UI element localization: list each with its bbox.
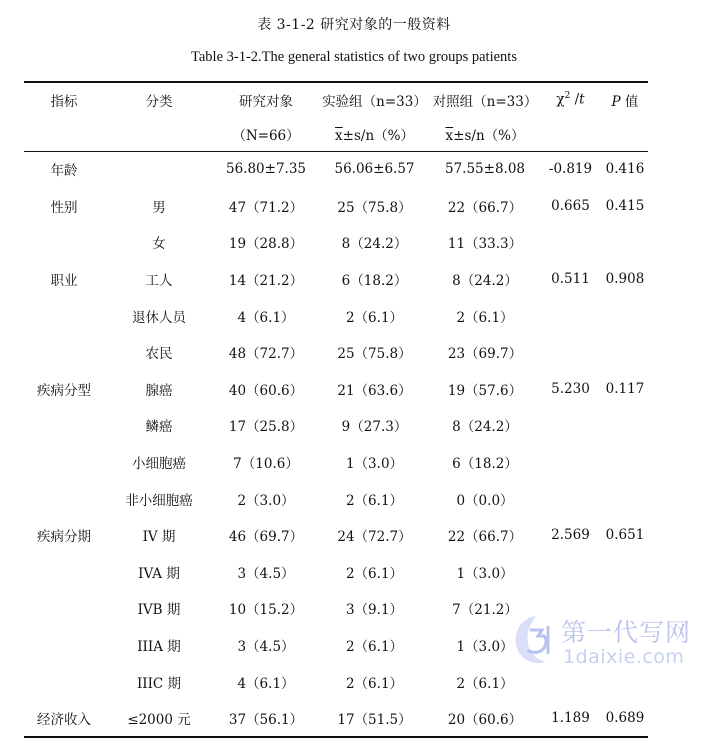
cell-indicator — [24, 444, 104, 481]
cell-indicator: 性别 — [50, 199, 78, 216]
cell-statistic — [539, 297, 602, 334]
header-total-sub: （N=66） — [232, 127, 300, 144]
cell-control: 8（24.2） — [452, 419, 518, 436]
cell-statistic: -0.819 — [548, 161, 593, 178]
watermark-logo-icon — [508, 612, 564, 668]
cell-total: 19（28.8） — [228, 236, 304, 253]
cell-statistic — [539, 444, 602, 481]
cell-total: 3（4.5） — [237, 639, 295, 656]
cell-indicator: 年龄 — [50, 163, 78, 180]
t-symbol: t — [579, 91, 585, 108]
header-control-sub-rest: ±s/n（%） — [453, 127, 525, 144]
cell-experimental: 25（75.8） — [337, 199, 412, 216]
cell-indicator — [24, 334, 104, 371]
cell-p-value — [602, 334, 648, 371]
cell-experimental: 21（63.6） — [337, 382, 412, 399]
cell-total: 3（4.5） — [237, 565, 295, 582]
cell-category: 非小细胞癌 — [125, 492, 193, 509]
cell-indicator — [24, 554, 104, 591]
cell-category: 男 — [152, 199, 166, 216]
cell-total: 47（71.2） — [228, 199, 304, 216]
table-row — [24, 700, 648, 737]
cell-p-value: 0.651 — [605, 527, 645, 544]
cell-indicator: 疾病分期 — [37, 529, 91, 546]
header-experimental: 实验组（n=33） — [322, 93, 427, 110]
cell-experimental: 56.06±6.57 — [334, 161, 415, 178]
cell-p-value: 0.415 — [605, 197, 645, 214]
cell-p-value — [602, 554, 648, 591]
cell-control: 22（66.7） — [447, 529, 523, 546]
cell-experimental: 17（51.5） — [337, 712, 412, 729]
cell-p-value: 0.689 — [605, 710, 645, 727]
cell-category — [104, 151, 214, 188]
cell-total: 40（60.6） — [228, 382, 304, 399]
cell-indicator — [24, 224, 104, 261]
table-row — [24, 371, 648, 408]
table-row — [24, 663, 648, 700]
cell-category: 农民 — [145, 346, 173, 363]
cell-category: ≤2000 元 — [127, 712, 191, 729]
cell-experimental: 3（9.1） — [345, 602, 404, 619]
mean-symbol: $\overline{x}$ — [335, 127, 343, 144]
cell-total: 7（10.6） — [233, 456, 299, 473]
table-row — [24, 407, 648, 444]
cell-control: 8（24.2） — [452, 273, 518, 290]
cell-experimental: 9（27.3） — [341, 419, 408, 436]
cell-control: 22（66.7） — [447, 199, 523, 216]
cell-control: 1（3.0） — [456, 639, 514, 656]
cell-control: 23（69.7） — [447, 346, 523, 363]
cell-control: 20（60.6） — [447, 712, 523, 729]
cell-indicator — [24, 663, 104, 700]
cell-total: 14（21.2） — [228, 273, 304, 290]
cell-control: 2（6.1） — [456, 309, 514, 326]
header-control-sub — [431, 116, 539, 151]
cell-control: 7（21.2） — [452, 602, 518, 619]
cell-experimental: 2（6.1） — [345, 565, 404, 582]
header-p-value — [602, 83, 648, 116]
watermark-text-url: 1daixie.com — [563, 646, 685, 668]
p-suffix: 值 — [620, 93, 639, 110]
cell-statistic — [539, 663, 602, 700]
header-indicator: 指标 — [50, 93, 78, 110]
header-total: 研究对象 — [239, 93, 293, 110]
cell-statistic: 5.230 — [551, 380, 590, 397]
cell-p-value — [602, 663, 648, 700]
cell-category: 女 — [152, 236, 166, 253]
cell-indicator — [24, 480, 104, 517]
cell-p-value: 0.908 — [605, 271, 645, 288]
cell-statistic — [539, 334, 602, 371]
cell-category: 腺癌 — [145, 382, 173, 399]
header-category: 分类 — [145, 93, 173, 110]
cell-experimental: 2（6.1） — [345, 309, 404, 326]
cell-experimental: 2（6.1） — [345, 492, 404, 509]
cell-category: IVA 期 — [138, 565, 180, 582]
cell-statistic: 2.569 — [551, 527, 590, 544]
cell-control: 6（18.2） — [452, 456, 518, 473]
cell-total: 56.80±7.35 — [225, 161, 307, 178]
cell-total: 10（15.2） — [228, 602, 304, 619]
cell-indicator — [24, 627, 104, 664]
header-experimental-sub — [318, 116, 431, 151]
cell-indicator — [24, 590, 104, 627]
cell-indicator — [24, 407, 104, 444]
cell-experimental: 2（6.1） — [345, 639, 404, 656]
table-row — [24, 188, 648, 225]
stat-separator: / — [570, 91, 580, 108]
header-experimental-sub-rest: ±s/n（%） — [342, 127, 414, 144]
cell-total: 48（72.7） — [228, 346, 304, 363]
cell-statistic — [539, 407, 602, 444]
cell-total: 2（3.0） — [237, 492, 295, 509]
cell-total: 4（6.1） — [237, 675, 295, 692]
cell-category: 退休人员 — [132, 309, 186, 326]
cell-total: 4（6.1） — [237, 309, 295, 326]
header-statistic — [539, 83, 602, 116]
cell-control: 57.55±8.08 — [444, 161, 526, 178]
cell-p-value — [602, 297, 648, 334]
cell-statistic: 0.665 — [551, 197, 590, 214]
cell-experimental: 24（72.7） — [337, 529, 412, 546]
p-symbol: P — [611, 93, 621, 110]
table-row — [24, 517, 648, 554]
cell-p-value — [602, 407, 648, 444]
cell-indicator — [24, 297, 104, 334]
table-row — [24, 480, 648, 517]
watermark-text-chinese: 第一代写网 — [561, 618, 692, 647]
table-row — [24, 444, 648, 481]
table-row — [24, 224, 648, 261]
cell-p-value: 0.416 — [605, 161, 645, 178]
cell-statistic — [539, 554, 602, 591]
mean-symbol: $\overline{x}$ — [445, 127, 454, 144]
cell-control: 19（57.6） — [447, 382, 523, 399]
cell-indicator: 职业 — [50, 273, 78, 290]
cell-experimental: 1（3.0） — [345, 456, 404, 473]
cell-p-value: 0.117 — [605, 380, 645, 397]
cell-category: 工人 — [145, 273, 173, 290]
cell-indicator: 疾病分型 — [37, 382, 91, 399]
table-row — [24, 297, 648, 334]
cell-indicator: 经济收入 — [37, 712, 91, 729]
cell-p-value — [602, 444, 648, 481]
cell-experimental: 2（6.1） — [345, 675, 404, 692]
cell-total: 46（69.7） — [228, 529, 304, 546]
cell-control: 2（6.1） — [456, 675, 514, 692]
header-control: 对照组（n=33） — [432, 93, 538, 110]
cell-p-value — [602, 480, 648, 517]
cell-control: 1（3.0） — [456, 565, 514, 582]
cell-experimental: 8（24.2） — [341, 236, 408, 253]
cell-p-value — [602, 224, 648, 261]
header-row-1 — [24, 83, 648, 116]
cell-statistic: 1.189 — [551, 710, 590, 727]
table-caption-chinese: 表 3-1-2 研究对象的一般资料 — [257, 17, 451, 33]
header-row-2 — [24, 116, 648, 151]
cell-statistic: 0.511 — [551, 271, 590, 288]
cell-statistic — [539, 224, 602, 261]
cell-control: 11（33.3） — [447, 236, 523, 253]
table-row — [24, 334, 648, 371]
cell-experimental: 6（18.2） — [341, 273, 408, 290]
cell-statistic — [539, 480, 602, 517]
cell-category: 小细胞癌 — [132, 456, 186, 473]
cell-category: 鳞癌 — [145, 419, 173, 436]
table-caption-english: Table 3-1-2.The general statistics of two groups patients — [191, 49, 517, 65]
cell-category: IIIC 期 — [136, 675, 182, 692]
cell-category: IVB 期 — [137, 602, 181, 619]
chi-exponent: 2 — [564, 91, 571, 102]
table-row — [24, 261, 648, 298]
cell-category: IIIA 期 — [137, 639, 181, 656]
table-row — [24, 554, 648, 591]
chi-symbol: χ — [556, 91, 565, 108]
cell-experimental: 25（75.8） — [337, 346, 412, 363]
table-row — [24, 151, 648, 188]
cell-total: 17（25.8） — [228, 419, 304, 436]
cell-category: IV 期 — [142, 529, 176, 546]
cell-total: 37（56.1） — [228, 712, 304, 729]
cell-control: 0（0.0） — [456, 492, 514, 509]
